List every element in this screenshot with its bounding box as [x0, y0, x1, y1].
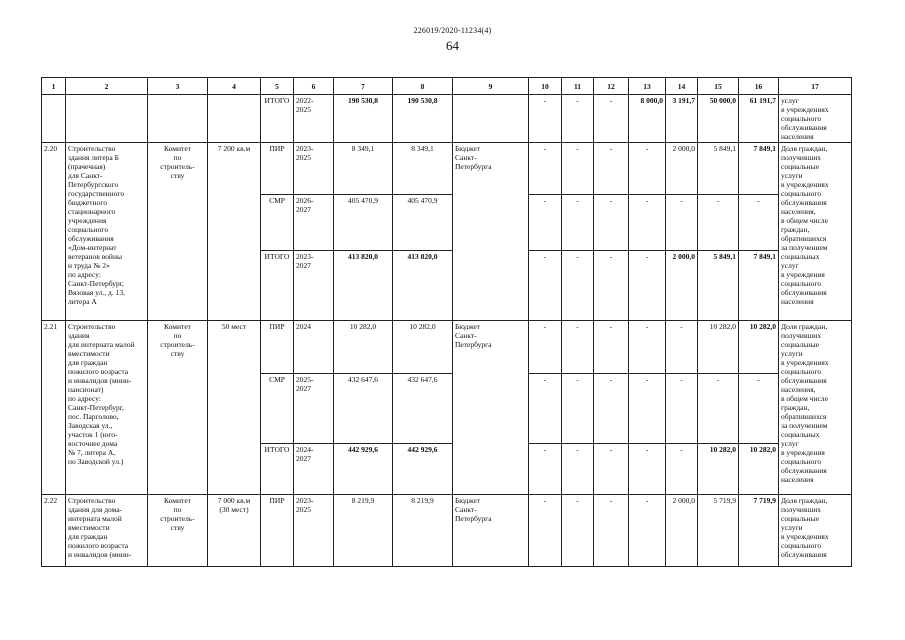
capacity-cell: [208, 95, 261, 143]
year-amount-cell: -: [529, 374, 562, 444]
year-amount-cell: -: [629, 143, 666, 195]
year-amount-cell: -: [666, 195, 698, 251]
year-amount-cell: 7 719,9: [739, 495, 779, 567]
table-row: [42, 143, 852, 195]
year-amount-cell: -: [594, 195, 629, 251]
page-number: 64: [446, 38, 459, 53]
item-number-cell: 2.20: [42, 143, 66, 321]
year-amount-cell: -: [562, 143, 594, 195]
budget-cost-cell: 190 530,8: [393, 95, 453, 143]
year-amount-cell: -: [739, 374, 779, 444]
investment-program-table: [41, 77, 852, 567]
period-cell: 2023- 2027: [294, 251, 334, 321]
year-amount-cell: -: [666, 321, 698, 374]
year-amount-cell: 10 282,0: [739, 444, 779, 495]
year-amount-cell: 7 849,1: [739, 143, 779, 195]
year-amount-cell: -: [562, 95, 594, 143]
column-header: 16: [739, 78, 779, 95]
year-amount-cell: 10 282,0: [698, 444, 739, 495]
budget-cost-cell: 405 470,9: [393, 195, 453, 251]
year-amount-cell: -: [594, 251, 629, 321]
year-amount-cell: -: [629, 321, 666, 374]
year-amount-cell: 2 000,0: [666, 251, 698, 321]
year-amount-cell: -: [529, 321, 562, 374]
total-cost-cell: 432 647,6: [334, 374, 393, 444]
capacity-cell: 7 000 кв.м (30 мест): [208, 495, 261, 567]
column-header: 11: [562, 78, 594, 95]
column-header: 8: [393, 78, 453, 95]
year-amount-cell: 5 719,9: [698, 495, 739, 567]
year-amount-cell: -: [594, 444, 629, 495]
column-header: 12: [594, 78, 629, 95]
work-type-cell: ПИР: [261, 495, 294, 567]
year-amount-cell: -: [529, 195, 562, 251]
year-amount-cell: -: [562, 251, 594, 321]
period-cell: 2025- 2027: [294, 374, 334, 444]
budget-cost-cell: 8 219,9: [393, 495, 453, 567]
period-cell: 2024- 2027: [294, 444, 334, 495]
column-number-header-row: [42, 78, 852, 95]
year-amount-cell: -: [629, 251, 666, 321]
column-header: 4: [208, 78, 261, 95]
budget-cost-cell: 10 282,0: [393, 321, 453, 374]
year-amount-cell: -: [629, 195, 666, 251]
customer-cell: Комитет по строитель- ству: [148, 143, 208, 321]
table-row: [42, 321, 852, 374]
year-amount-cell: 8 000,0: [629, 95, 666, 143]
column-header: 7: [334, 78, 393, 95]
customer-cell: Комитет по строитель- ству: [148, 495, 208, 567]
column-header: 15: [698, 78, 739, 95]
funding-source-cell: [453, 95, 529, 143]
document-id: 226019/2020-11234(4): [413, 26, 492, 35]
item-number-cell: [42, 95, 66, 143]
year-amount-cell: -: [529, 251, 562, 321]
period-cell: 2024: [294, 321, 334, 374]
period-cell: 2023- 2025: [294, 495, 334, 567]
total-cost-cell: 10 282,0: [334, 321, 393, 374]
year-amount-cell: -: [594, 143, 629, 195]
year-amount-cell: -: [562, 495, 594, 567]
column-header: 9: [453, 78, 529, 95]
column-header: 5: [261, 78, 294, 95]
year-amount-cell: -: [529, 143, 562, 195]
column-header: 2: [66, 78, 148, 95]
year-amount-cell: 2 000,0: [666, 495, 698, 567]
column-header: 6: [294, 78, 334, 95]
table-row: [42, 95, 852, 143]
year-amount-cell: -: [594, 321, 629, 374]
total-cost-cell: 405 470,9: [334, 195, 393, 251]
year-amount-cell: 61 191,7: [739, 95, 779, 143]
item-number-cell: 2.22: [42, 495, 66, 567]
year-amount-cell: -: [562, 444, 594, 495]
year-amount-cell: 5 849,1: [698, 251, 739, 321]
funding-source-cell: Бюджет Санкт- Петербурга: [453, 321, 529, 495]
work-type-cell: ИТОГО: [261, 444, 294, 495]
year-amount-cell: -: [629, 444, 666, 495]
customer-cell: [148, 95, 208, 143]
year-amount-cell: -: [594, 495, 629, 567]
customer-cell: Комитет по строитель- ству: [148, 321, 208, 495]
year-amount-cell: -: [698, 195, 739, 251]
year-amount-cell: -: [629, 374, 666, 444]
year-amount-cell: -: [529, 95, 562, 143]
work-type-cell: ИТОГО: [261, 251, 294, 321]
work-type-cell: СМР: [261, 195, 294, 251]
indicator-cell: Доля граждан, получивших социальные услуги в учреждениях социального обслуживания населения, в общем числе граждан, обратившихся за получением социальных услуг в учреждения социального обслуживания населения: [779, 143, 852, 321]
year-amount-cell: -: [529, 444, 562, 495]
object-name-cell: Строительство здания литера Б (прачечная) для Санкт- Петербургского государственного бюджетного стационарного учреждения социального обслуживания «Дом-интернат ветеранов войны и труда № 2» по адресу: Санкт-Петербург, Вязовая ул., д. 13, литера А: [66, 143, 148, 321]
work-type-cell: ПИР: [261, 321, 294, 374]
year-amount-cell: -: [739, 195, 779, 251]
year-amount-cell: -: [666, 444, 698, 495]
work-type-cell: ИТОГО: [261, 95, 294, 143]
column-header: 14: [666, 78, 698, 95]
capacity-cell: 50 мест: [208, 321, 261, 495]
column-header: 10: [529, 78, 562, 95]
object-name-cell: [66, 95, 148, 143]
table-row: [42, 495, 852, 567]
capacity-cell: 7 200 кв.м: [208, 143, 261, 321]
year-amount-cell: -: [562, 374, 594, 444]
funding-source-cell: Бюджет Санкт- Петербурга: [453, 143, 529, 321]
year-amount-cell: -: [562, 321, 594, 374]
period-cell: 2022- 2025: [294, 95, 334, 143]
column-header: 13: [629, 78, 666, 95]
year-amount-cell: 10 282,0: [739, 321, 779, 374]
budget-cost-cell: 8 349,1: [393, 143, 453, 195]
total-cost-cell: 190 530,8: [334, 95, 393, 143]
object-name-cell: Строительство здания для дома- интерната малой вместимости для граждан пожилого возраста и инвалидов (мини-: [66, 495, 148, 567]
total-cost-cell: 413 820,0: [334, 251, 393, 321]
year-amount-cell: -: [698, 374, 739, 444]
year-amount-cell: 50 000,0: [698, 95, 739, 143]
year-amount-cell: -: [594, 374, 629, 444]
year-amount-cell: -: [529, 495, 562, 567]
budget-cost-cell: 432 647,6: [393, 374, 453, 444]
year-amount-cell: 10 282,0: [698, 321, 739, 374]
period-cell: 2023- 2025: [294, 143, 334, 195]
year-amount-cell: -: [594, 95, 629, 143]
total-cost-cell: 442 929,6: [334, 444, 393, 495]
budget-cost-cell: 442 929,6: [393, 444, 453, 495]
work-type-cell: ПИР: [261, 143, 294, 195]
year-amount-cell: 2 000,0: [666, 143, 698, 195]
column-header: 3: [148, 78, 208, 95]
total-cost-cell: 8 349,1: [334, 143, 393, 195]
year-amount-cell: 5 849,1: [698, 143, 739, 195]
period-cell: 2026- 2027: [294, 195, 334, 251]
total-cost-cell: 8 219,9: [334, 495, 393, 567]
column-header: 1: [42, 78, 66, 95]
item-number-cell: 2.21: [42, 321, 66, 495]
year-amount-cell: 3 191,7: [666, 95, 698, 143]
funding-source-cell: Бюджет Санкт- Петербурга: [453, 495, 529, 567]
year-amount-cell: -: [562, 195, 594, 251]
work-type-cell: СМР: [261, 374, 294, 444]
year-amount-cell: -: [666, 374, 698, 444]
budget-cost-cell: 413 820,0: [393, 251, 453, 321]
indicator-cell: услуг в учреждениях социального обслуживания населения: [779, 95, 852, 143]
year-amount-cell: 7 849,1: [739, 251, 779, 321]
object-name-cell: Строительство здания для интерната малой вместимости для граждан пожилого возраста и инвалидов (мини- пансионат) по адресу: Санкт-Петербург, пос. Парголово, Заводская ул., участок 1 (юго- восточнее дома № 7, литера А, по Заводской ул.): [66, 321, 148, 495]
indicator-cell: Доля граждан, получивших социальные услуги в учреждениях социального обслуживания населения, в общем числе граждан, обратившихся за получением социальных услуг в учреждения социального обслуживания населения: [779, 321, 852, 495]
indicator-cell: Доля граждан, получивших социальные услуги в учреждениях социального обслуживания: [779, 495, 852, 567]
column-header: 17: [779, 78, 852, 95]
year-amount-cell: -: [629, 495, 666, 567]
